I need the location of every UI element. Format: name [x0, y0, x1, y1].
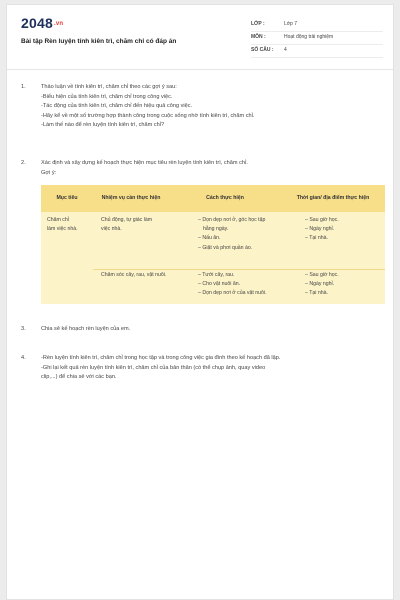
table-cell-goal [47, 216, 78, 234]
question-line: Thảo luận về tính kiên trì, chăm chỉ theo các gợi ý sau: [41, 84, 177, 90]
cell-line: – Ngày nghỉ. [305, 281, 335, 288]
page-header [7, 5, 393, 70]
table-cell-task [101, 216, 152, 234]
cell-line: hằng ngày. [203, 226, 229, 233]
cell-line: Chăm chỉ [47, 217, 69, 223]
table-header-cell: Thời gian/ địa điểm thực hiện [296, 195, 370, 201]
site-logo[interactable] [21, 15, 63, 31]
cell-line: – Nấu ăn. [198, 235, 221, 242]
meta-key: SỐ CÂU : [251, 47, 274, 53]
cell-line: làm việc nhà. [47, 226, 78, 233]
cell-line: – Sau giờ học. [305, 217, 339, 223]
plan-table [41, 185, 385, 304]
cell-line: Chăm sóc cây, rau, vật nuôi. [101, 272, 167, 278]
question-line: -Tác động của tính kiên trì, chăm chỉ đến hiệu quả công việc. [41, 103, 193, 110]
meta-key: LỚP : [251, 21, 265, 27]
question-number: 4. [21, 355, 26, 361]
cell-line: – Sau giờ học. [305, 272, 339, 278]
cell-line: – Tại nhà. [305, 290, 328, 297]
question-line: -Ghi lại kết quả rèn luyện tính kiên trì, chăm chỉ của bản thân (có thể chụp ảnh, quay video [41, 364, 266, 371]
cell-line: Chủ động, tự giác làm [101, 217, 153, 223]
meta-info [251, 19, 383, 58]
question-line: -Rèn luyện tính kiên trì, chăm chỉ trong học tập và trong công việc gia đình theo kế hoạch đã lập. [41, 355, 281, 361]
question-body [41, 354, 386, 383]
question-line: -Biểu hiện của tính kiên trì, chăm chỉ trong công việc. [41, 93, 173, 100]
table-cell-task [101, 271, 166, 280]
meta-value: 4 [284, 47, 287, 53]
question-line: -Hãy kể về một số trường hợp thành công trong cuộc sống nhờ tính kiên trì, chăm chỉ. [41, 112, 255, 119]
table-header-cell: Cách thực hiện [206, 195, 244, 201]
document-page [6, 4, 394, 600]
table-cell-time [305, 216, 339, 244]
cell-line: – Dọn dẹp nơi ở, góc học tập [198, 217, 266, 223]
cell-line: – Tưới cây, rau. [198, 272, 235, 278]
meta-row-count [251, 45, 383, 58]
question-line: -Làm thế nào để rèn luyện tính kiên trì, chăm chỉ? [41, 122, 165, 129]
table-header [41, 185, 385, 212]
meta-key: MÔN : [251, 34, 266, 40]
question-number: 2. [21, 160, 26, 166]
meta-row-class [251, 19, 383, 32]
cell-line: – Dọn dẹp nơi ở của vật nuôi. [198, 290, 267, 297]
logo-text: 2048 [21, 15, 53, 31]
table-header-cell: Mục tiêu [56, 195, 78, 201]
question-body [41, 83, 386, 131]
question-line: Gợi ý: [41, 169, 57, 176]
meta-value: Hoạt động trải nghiệm [284, 34, 334, 40]
table-cell-time [305, 271, 339, 299]
table-cell-method [198, 216, 265, 253]
question-line: Chia sẻ kế hoạch rèn luyện của em. [41, 326, 131, 332]
page-title: Bài tập Rèn luyện tính kiên trì, chăm chỉ có đáp án [21, 38, 177, 45]
row-divider [93, 269, 385, 270]
question-line: Xác định và xây dựng kế hoạch thực hiện mục tiêu rèn luyện tính kiên trì, chăm chỉ. [41, 160, 248, 166]
meta-value: Lớp 7 [284, 21, 298, 27]
cell-line: – Ngày nghỉ. [305, 226, 335, 233]
logo-suffix: .vn [53, 21, 64, 28]
question-body [41, 325, 386, 335]
cell-line: việc nhà. [101, 226, 122, 233]
cell-line: – Tại nhà. [305, 235, 328, 242]
cell-line: – Giặt và phơi quần áo. [198, 244, 253, 251]
question-line: clip,...) để chia sẻ với các bạn. [41, 374, 117, 381]
meta-row-subject [251, 32, 383, 45]
question-body [41, 159, 386, 178]
table-header-cell: Nhiệm vụ cần thực hiện [101, 195, 161, 201]
question-number: 3. [21, 326, 26, 332]
table-cell-method [198, 271, 267, 299]
cell-line: – Cho vật nuôi ăn. [198, 281, 241, 288]
question-number: 1. [21, 84, 26, 90]
